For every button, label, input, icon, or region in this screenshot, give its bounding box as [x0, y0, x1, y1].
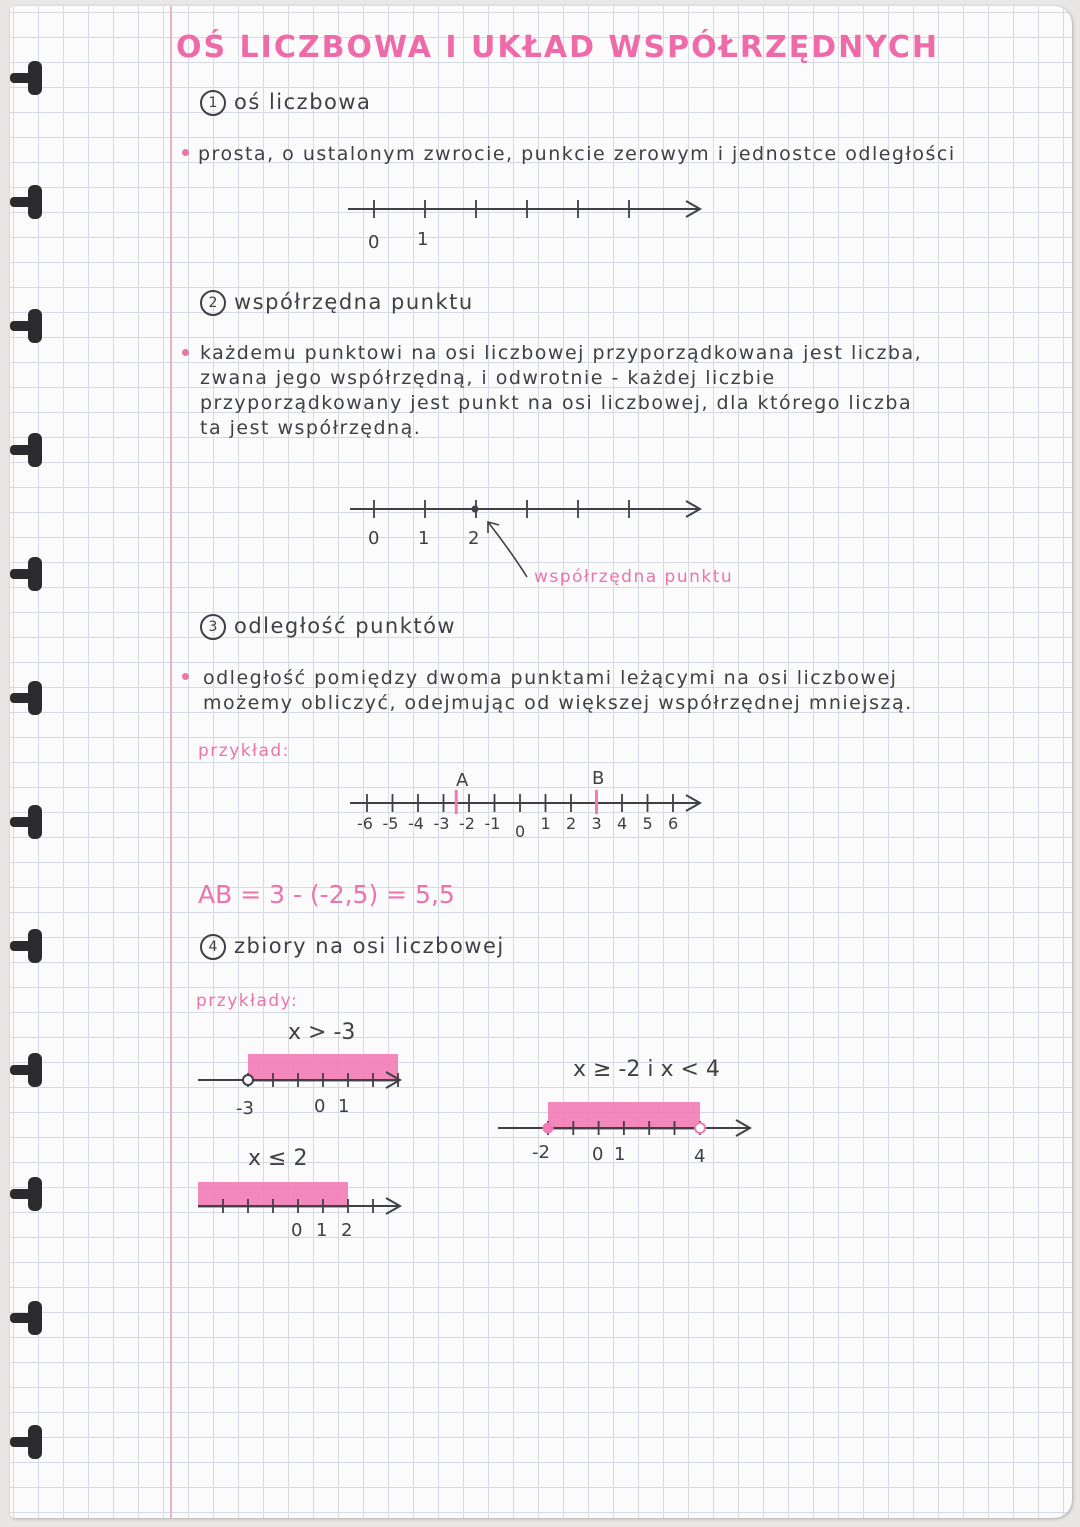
section-3-line: możemy obliczyć, odejmując od większej współrzędnej mniejszą. — [203, 692, 913, 714]
axis-label: 1 — [338, 1096, 350, 1117]
tick-label: -5 — [382, 814, 399, 833]
open-endpoint — [243, 1075, 253, 1085]
point-annotation: współrzędna punktu — [534, 567, 734, 587]
tick-label: 1 — [540, 814, 551, 833]
tick-label: 3 — [591, 814, 602, 833]
section-2-line: zwana jego współrzędną, i odwrotnie - każdej liczbie — [200, 367, 776, 389]
point-marker — [472, 506, 479, 513]
axis-label: 1 — [417, 229, 429, 250]
distance-formula: AB = 3 - (-2,5) = 5,5 — [198, 880, 455, 909]
axis-label: 0 — [368, 232, 380, 253]
open-endpoint — [695, 1123, 705, 1133]
tick-label: 0 — [515, 822, 526, 841]
closed-endpoint — [544, 1124, 553, 1133]
section-1-text: prosta, o ustalonym zwrocie, punkcie zerowym i jednostce odległości — [198, 143, 956, 165]
tick-label: -4 — [408, 814, 424, 833]
tick-label: 5 — [642, 814, 653, 833]
axis-label: 0 — [592, 1144, 604, 1165]
section-3-line: odległość pomiędzy dwoma punktami leżącymi na osi liczbowej — [203, 667, 898, 689]
axis-label: 1 — [418, 528, 430, 549]
section-2-line: ta jest współrzędną. — [200, 417, 422, 439]
notebook-page — [10, 6, 1072, 1518]
tick-label: 6 — [668, 814, 679, 833]
section-2-line: przyporządkowany jest punkt na osi liczbowej, dla którego liczba — [200, 392, 913, 414]
section-number: 3 — [200, 614, 226, 640]
example-label: przykład: — [198, 741, 290, 761]
section-title: zbiory na osi liczbowej — [234, 934, 505, 958]
tick-label: 4 — [617, 814, 628, 833]
section-title: odległość punktów — [234, 614, 457, 638]
section-2-line: każdemu punktowi na osi liczbowej przyporządkowana jest liczba, — [200, 342, 923, 364]
axis-label: 0 — [291, 1220, 303, 1241]
axis-label: -2 — [532, 1142, 550, 1163]
drawings — [10, 6, 1072, 1518]
tick-label: 2 — [566, 814, 577, 833]
set-condition: x > -3 — [288, 1020, 356, 1045]
page-title: OŚ LICZBOWA I UKŁAD WSPÓŁRZĘDNYCH — [176, 30, 940, 65]
axis-label: 1 — [316, 1220, 328, 1241]
point-label-b: B — [592, 768, 605, 789]
tick-label: -2 — [459, 814, 475, 833]
set-condition: x ≤ 2 — [248, 1146, 308, 1171]
section-title: oś liczbowa — [234, 90, 372, 114]
axis-label: 2 — [468, 528, 480, 549]
tick-label: -1 — [484, 814, 501, 833]
axis-label: 1 — [614, 1144, 626, 1165]
axis-label: 0 — [314, 1096, 326, 1117]
tick-label: -3 — [433, 814, 450, 833]
annotation-arrow — [488, 522, 527, 577]
examples-label: przykłady: — [196, 991, 299, 1011]
point-label-a: A — [456, 770, 469, 791]
section-number: 2 — [200, 290, 226, 316]
axis-label: 4 — [694, 1146, 706, 1167]
tick-label: -6 — [357, 814, 373, 833]
set-condition: x ≥ -2 i x < 4 — [573, 1057, 720, 1082]
section-number: 1 — [200, 90, 226, 116]
axis-label: 2 — [341, 1220, 353, 1241]
axis-label: 0 — [368, 528, 380, 549]
section-number: 4 — [200, 934, 226, 960]
section-title: współrzędna punktu — [234, 290, 474, 314]
axis-label: -3 — [236, 1098, 254, 1119]
